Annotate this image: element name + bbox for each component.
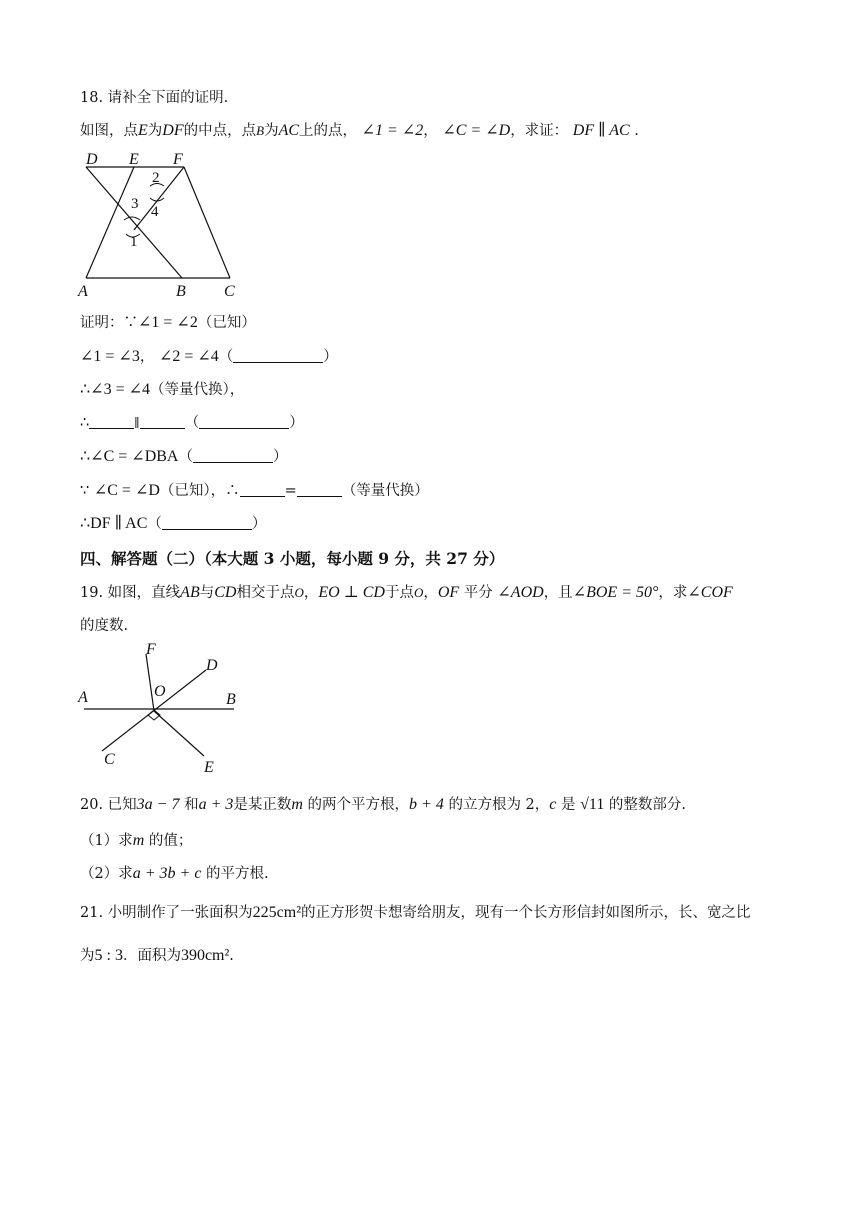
proof-l4-blank2[interactable] bbox=[140, 414, 185, 429]
q21-c: 为 bbox=[80, 948, 95, 964]
fig18-label-b: B bbox=[176, 283, 186, 300]
line-d-b bbox=[86, 167, 182, 278]
proof-l6-a: ∵ bbox=[80, 483, 90, 499]
proof-l7-close: ） bbox=[251, 516, 267, 532]
q19-statement bbox=[80, 583, 733, 603]
proof-l6-blank2[interactable] bbox=[297, 482, 342, 497]
q20-p2-b: 的平方根. bbox=[206, 866, 269, 882]
q18-point-e: E bbox=[138, 122, 148, 139]
proof-l7-math: ∴DF ∥ AC bbox=[80, 515, 148, 532]
q19-eo-perp-cd: EO ⊥ CD bbox=[318, 584, 385, 601]
proof-l5-math: ∴∠C = ∠DBA bbox=[80, 448, 179, 465]
q21-ratio: 5 : 3 bbox=[94, 947, 123, 964]
q19-of: OF bbox=[437, 584, 460, 601]
q20-f: 是 bbox=[561, 797, 576, 813]
q19-f: ， bbox=[423, 585, 438, 601]
fig18-label-c: C bbox=[224, 283, 235, 300]
q19-ab: AB bbox=[180, 584, 200, 601]
proof-l5-open: （ bbox=[178, 449, 193, 465]
q20-part1 bbox=[80, 831, 192, 851]
proof-l2-open: （ bbox=[218, 349, 234, 365]
fig18-label-a: A bbox=[78, 283, 88, 300]
q21-line2 bbox=[80, 946, 234, 966]
q19-o: O bbox=[294, 585, 304, 600]
fig19-label-f: F bbox=[146, 641, 156, 658]
q18-title: 18. 请补全下面的证明. bbox=[80, 90, 229, 106]
proof-l5-blank[interactable] bbox=[193, 448, 273, 463]
q20-p2-m: a + 3b + c bbox=[132, 865, 202, 882]
proof-line-5 bbox=[80, 447, 287, 467]
q19-line2: 的度数. bbox=[80, 618, 129, 634]
q20-g: 的整数部分. bbox=[608, 797, 687, 813]
proof-l6-math: ∠C = ∠D bbox=[93, 482, 160, 499]
q20-sqrt11: √11 bbox=[580, 796, 605, 813]
q20-expr1: 3a − 7 bbox=[136, 796, 180, 813]
q18-given2: ∠C = ∠D bbox=[442, 122, 511, 139]
q21-a: 21. 小明制作了一张面积为 bbox=[80, 905, 253, 921]
q21-e: . bbox=[229, 948, 234, 964]
q20-expr2: a + 3 bbox=[198, 796, 234, 813]
q20-c: 是某正数 bbox=[233, 797, 292, 813]
proof-l1-math: ∠1 = ∠2 bbox=[138, 314, 198, 331]
proof-line-4 bbox=[80, 413, 304, 433]
proof-line-3 bbox=[80, 380, 244, 400]
q21-statement bbox=[80, 903, 751, 923]
ray-of bbox=[146, 654, 154, 711]
q19-h: ，且 bbox=[543, 585, 573, 601]
proof-l4-open: （ bbox=[184, 415, 200, 431]
q18-statement bbox=[80, 121, 639, 141]
ray-oe bbox=[154, 711, 204, 756]
proof-l6-c: （等量代换） bbox=[341, 483, 429, 499]
proof-l6-eq: = bbox=[284, 483, 297, 499]
fig18-label-d: D bbox=[86, 151, 98, 168]
proof-l1-a: 证明：∵ bbox=[80, 315, 138, 331]
q20-cvar: c bbox=[549, 796, 557, 813]
proof-l4-par: ∥ bbox=[134, 416, 140, 430]
proof-l6-b: （已知），∴ bbox=[159, 483, 240, 499]
proof-l7-open: （ bbox=[147, 516, 162, 532]
q18-given1: ∠1 = ∠2 bbox=[361, 122, 424, 139]
q18-goal: DF ∥ AC bbox=[572, 122, 630, 139]
line-f-c bbox=[184, 167, 230, 278]
proof-l1-b: （已知） bbox=[197, 315, 256, 331]
q18-period: . bbox=[634, 123, 639, 139]
q18-intro-f: ，求证： bbox=[510, 123, 569, 139]
proof-l2-math1: ∠1 = ∠3 bbox=[80, 348, 140, 365]
fig19-label-d: D bbox=[206, 657, 218, 674]
q19-a: 19. 如图，直线 bbox=[80, 585, 181, 601]
q19-e: 于点 bbox=[384, 585, 414, 601]
q21-area1: 225cm² bbox=[252, 904, 302, 921]
q20-expr3: b + 4 bbox=[409, 796, 444, 813]
q20-a: 20. 已知 bbox=[80, 797, 137, 813]
q21-area2: 390cm² bbox=[180, 947, 230, 964]
q18-intro-a: 如图，点 bbox=[80, 123, 138, 139]
q20-e: 的立方根为 2， bbox=[448, 797, 550, 813]
q19-figure bbox=[74, 640, 254, 780]
q19-g: 平分 bbox=[463, 585, 493, 601]
proof-l4-close: ） bbox=[289, 415, 304, 431]
q18-seg-ac: AC bbox=[278, 122, 300, 139]
q19-c: 相交于点 bbox=[236, 585, 295, 601]
proof-l4-blank1[interactable] bbox=[89, 414, 134, 429]
q18-intro-d: 为 bbox=[264, 123, 279, 139]
fig19-label-o: O bbox=[154, 683, 166, 700]
q18-intro-b: 为 bbox=[147, 123, 163, 139]
fig18-angle-2: 2 bbox=[152, 170, 160, 186]
proof-l4-a: ∴ bbox=[80, 415, 90, 431]
q18-seg-df: DF bbox=[162, 122, 184, 139]
proof-l2-sep: ， bbox=[139, 349, 155, 365]
q19-cd: CD bbox=[214, 584, 237, 601]
fig18-angle-3: 3 bbox=[131, 196, 139, 212]
proof-line-7 bbox=[80, 514, 266, 534]
fig18-label-e: E bbox=[129, 151, 139, 168]
q20-p2-a: （2）求 bbox=[80, 866, 133, 882]
q18-intro-e: 上的点， bbox=[299, 123, 358, 139]
q18-sep: ， bbox=[423, 123, 438, 139]
proof-line-2 bbox=[80, 347, 338, 367]
fig19-label-a: A bbox=[78, 689, 88, 706]
fig18-label-f: F bbox=[173, 151, 183, 168]
q21-d: ．面积为 bbox=[122, 948, 181, 964]
proof-l6-blank1[interactable] bbox=[240, 482, 285, 497]
q20-b: 和 bbox=[184, 797, 199, 813]
angle-arc-4 bbox=[150, 198, 164, 201]
q18-intro-c: 的中点，点 bbox=[183, 123, 257, 139]
proof-l2-math2: ∠2 = ∠4 bbox=[158, 348, 219, 365]
q20-m: m bbox=[291, 796, 303, 813]
q20-p1-b: 的值； bbox=[148, 833, 193, 849]
q19-i: ，求 bbox=[658, 585, 688, 601]
proof-l2-blank[interactable] bbox=[233, 348, 323, 363]
fig19-label-e: E bbox=[204, 759, 214, 776]
q20-p1-m: m bbox=[132, 832, 145, 849]
q19-d: ， bbox=[303, 585, 319, 601]
fig19-label-b: B bbox=[226, 691, 236, 708]
q20-part2 bbox=[80, 864, 269, 884]
proof-line-1 bbox=[80, 313, 256, 333]
fig18-angle-4: 4 bbox=[151, 204, 159, 220]
fig18-angle-1: 1 bbox=[130, 234, 138, 250]
proof-l2-close: ） bbox=[323, 349, 338, 365]
q21-b: 的正方形贺卡想寄给朋友，现有一个长方形信封如图所示，长、宽之比 bbox=[301, 905, 751, 921]
proof-l7-blank[interactable] bbox=[162, 515, 252, 530]
line-e-a bbox=[86, 167, 134, 278]
q19-cof: ∠COF bbox=[687, 584, 733, 601]
q20-statement bbox=[80, 795, 686, 815]
q18-point-b: B bbox=[256, 123, 265, 138]
q20-d: 的两个平方根， bbox=[307, 797, 410, 813]
q19-aod: ∠AOD bbox=[497, 584, 544, 601]
q18-figure bbox=[74, 148, 254, 300]
q20-p1-a: （1）求 bbox=[80, 833, 133, 849]
proof-l3-b: （等量代换）， bbox=[150, 382, 245, 398]
proof-l3-math: ∴∠3 = ∠4 bbox=[80, 381, 151, 398]
proof-l5-close: ） bbox=[272, 449, 288, 465]
q19-o2: O bbox=[413, 585, 424, 600]
q19-boe: ∠BOE = 50° bbox=[572, 584, 659, 601]
proof-line-6 bbox=[80, 481, 429, 501]
fig19-label-c: C bbox=[104, 751, 115, 768]
proof-l4-blank3[interactable] bbox=[199, 414, 289, 429]
section-4-title: 四、解答题（二）（本大题 3 小题，每小题 9 分，共 27 分） bbox=[80, 549, 505, 568]
q19-b: 与 bbox=[199, 585, 215, 601]
